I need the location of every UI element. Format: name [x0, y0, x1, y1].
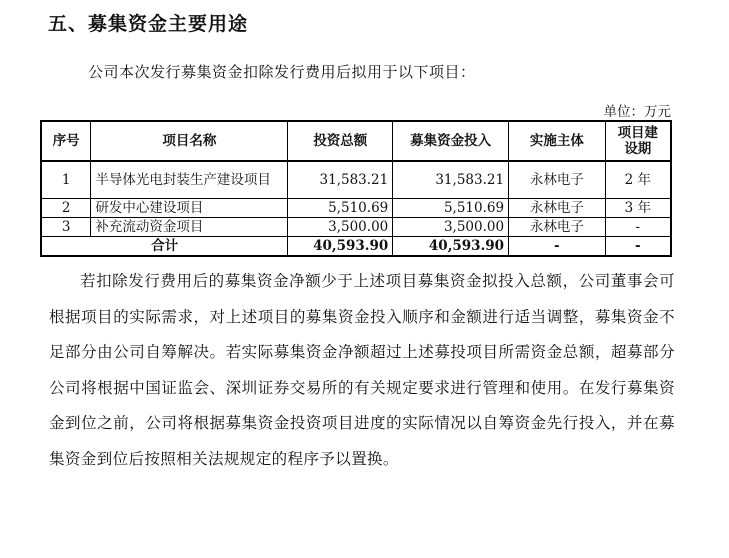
header-name: 项目名称: [91, 121, 288, 161]
cell-period: 2 年: [605, 161, 671, 199]
cell-raised: 31,583.21: [393, 161, 509, 199]
cell-no: 3: [41, 218, 91, 237]
cell-total: 31,583.21: [288, 161, 393, 199]
cell-total: 3,500.00: [288, 218, 393, 237]
table-row: [41, 161, 671, 199]
table-row: [41, 199, 671, 218]
projects-table: [40, 120, 672, 257]
cell-no: 1: [41, 161, 91, 199]
cell-entity: 永林电子: [509, 199, 606, 218]
cell-name: 补充流动资金项目: [91, 218, 288, 237]
header-period: 项目建设期: [605, 121, 671, 161]
cell-entity: 永林电子: [509, 218, 606, 237]
table-total-row: [41, 237, 671, 257]
header-raised: 募集资金投入: [393, 121, 509, 161]
cell-entity: 永林电子: [509, 161, 606, 199]
intro-text: 公司本次发行募集资金扣除发行费用后拟用于以下项目：: [88, 63, 476, 81]
cell-total: 5,510.69: [288, 199, 393, 218]
total-total: 40,593.90: [288, 237, 393, 257]
cell-no: 2: [41, 199, 91, 218]
cell-raised: 3,500.00: [393, 218, 509, 237]
unit-label: 单位：万元: [603, 104, 671, 120]
total-entity: -: [509, 237, 606, 257]
table-header-row: [41, 121, 671, 161]
cell-name: 研发中心建设项目: [91, 199, 288, 218]
total-label: 合计: [41, 237, 288, 257]
cell-period: 3 年: [605, 199, 671, 218]
cell-name: 半导体光电封装生产建设项目: [91, 161, 288, 199]
total-period: -: [605, 237, 671, 257]
total-raised: 40,593.90: [393, 237, 509, 257]
cell-raised: 5,510.69: [393, 199, 509, 218]
body-paragraph: 若扣除发行费用后的募集资金净额少于上述项目募集资金拟投入总额，公司董事会可根据项目的实际需求，对上述项目的募集资金投入顺序和金额进行适当调整，募集资金不足部分由公司自筹解决。若实际募集资金净额超过上述募投项目所需资金总额，超募部分公司将根据中国证监会、深圳证券交易所的有关规定要求进行管理和使用。在发行募集资金到位之前，公司将根据募集资金投资项目进度的实际情况以自筹资金先行投入，并在募集资金到位后按照相关法规规定的程序予以置换。: [49, 272, 675, 468]
table-row: [41, 218, 671, 237]
section-heading: 五、募集资金主要用途: [48, 13, 249, 35]
header-total: 投资总额: [288, 121, 393, 161]
cell-period: -: [605, 218, 671, 237]
header-no: 序号: [41, 121, 91, 161]
header-entity: 实施主体: [509, 121, 606, 161]
